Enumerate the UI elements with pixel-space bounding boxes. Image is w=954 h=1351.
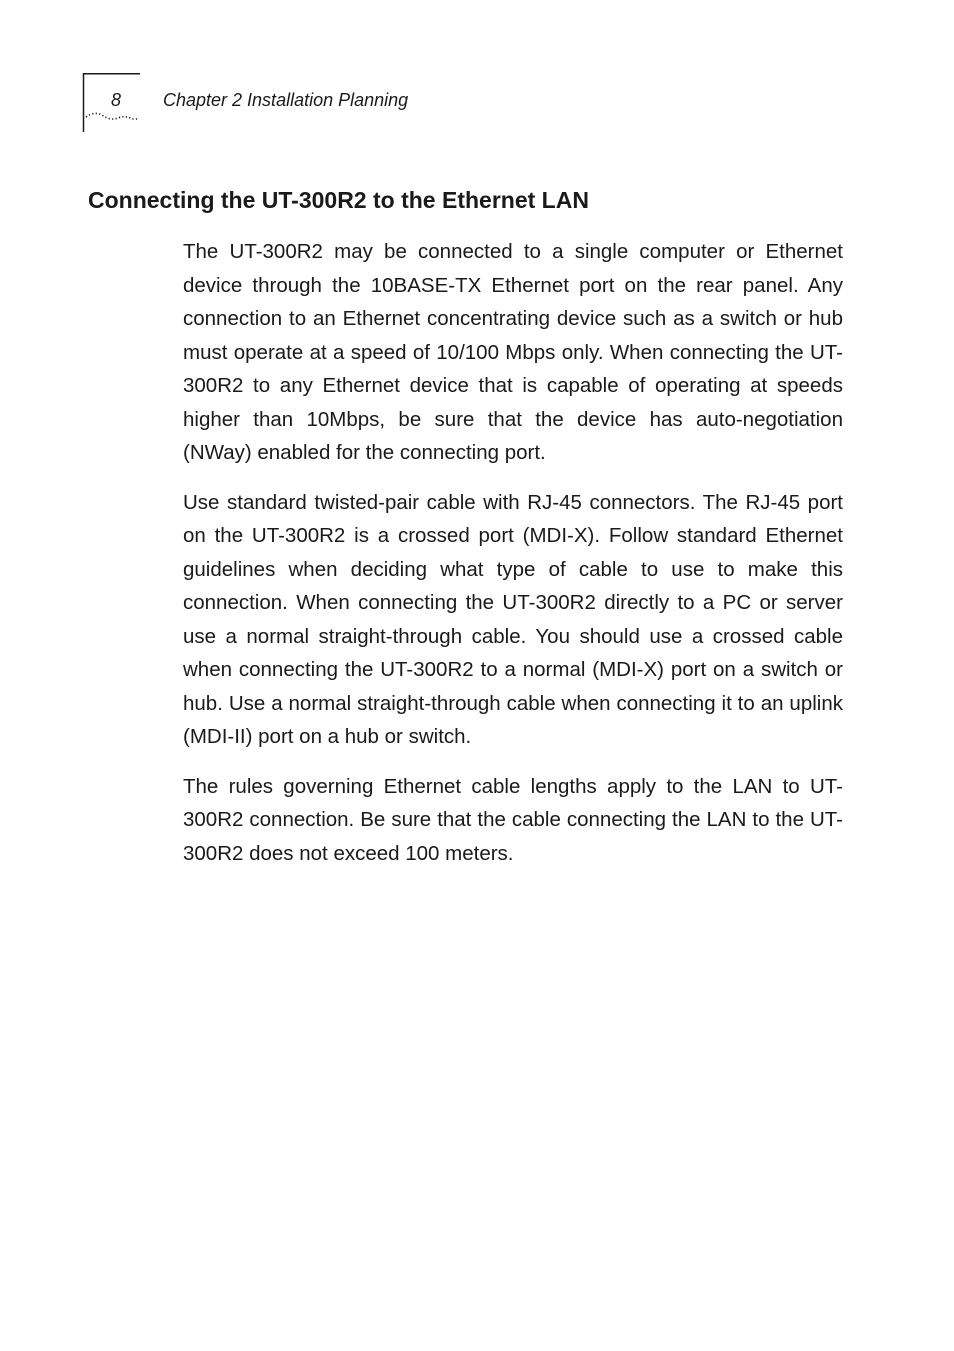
paragraph: The UT-300R2 may be connected to a single computer or Ethernet device through the 10BASE-TX Ethernet port on the rear panel. Any connection to an Ethernet concentrating device such as a switch or hub must operate at a speed of 10/100 Mbps only. When connecting the UT-300R2 to any Ethernet device that is capable of operating at speeds higher than 10Mbps, be sure that the device has auto-negotiation (NWay) enabled for the connecting port.	[183, 240, 843, 464]
page-number: 8	[111, 90, 122, 110]
paragraph: The rules governing Ethernet cable lengths apply to the LAN to UT-300R2 connection. Be sure that the cable connecting the LAN to the UT-300R2 does not exceed 100 meters.	[183, 774, 843, 865]
section-body	[183, 235, 843, 886]
section-heading: Connecting the UT-300R2 to the Ethernet LAN	[88, 187, 589, 213]
chapter-title: Chapter 2 Installation Planning	[163, 90, 409, 110]
paragraph: Use standard twisted-pair cable with RJ-45 connectors. The RJ-45 port on the UT-300R2 is a crossed port (MDI-X). Follow standard Ethernet guidelines when deciding what type of cable to use to make this connection. When connecting the UT-300R2 directly to a PC or server use a normal straight-through cable. You should use a crossed cable when connecting the UT-300R2 to a normal (MDI-X) port on a switch or hub. Use a normal straight-through cable when connecting it to an uplink (MDI-II) port on a hub or switch.	[183, 490, 843, 748]
